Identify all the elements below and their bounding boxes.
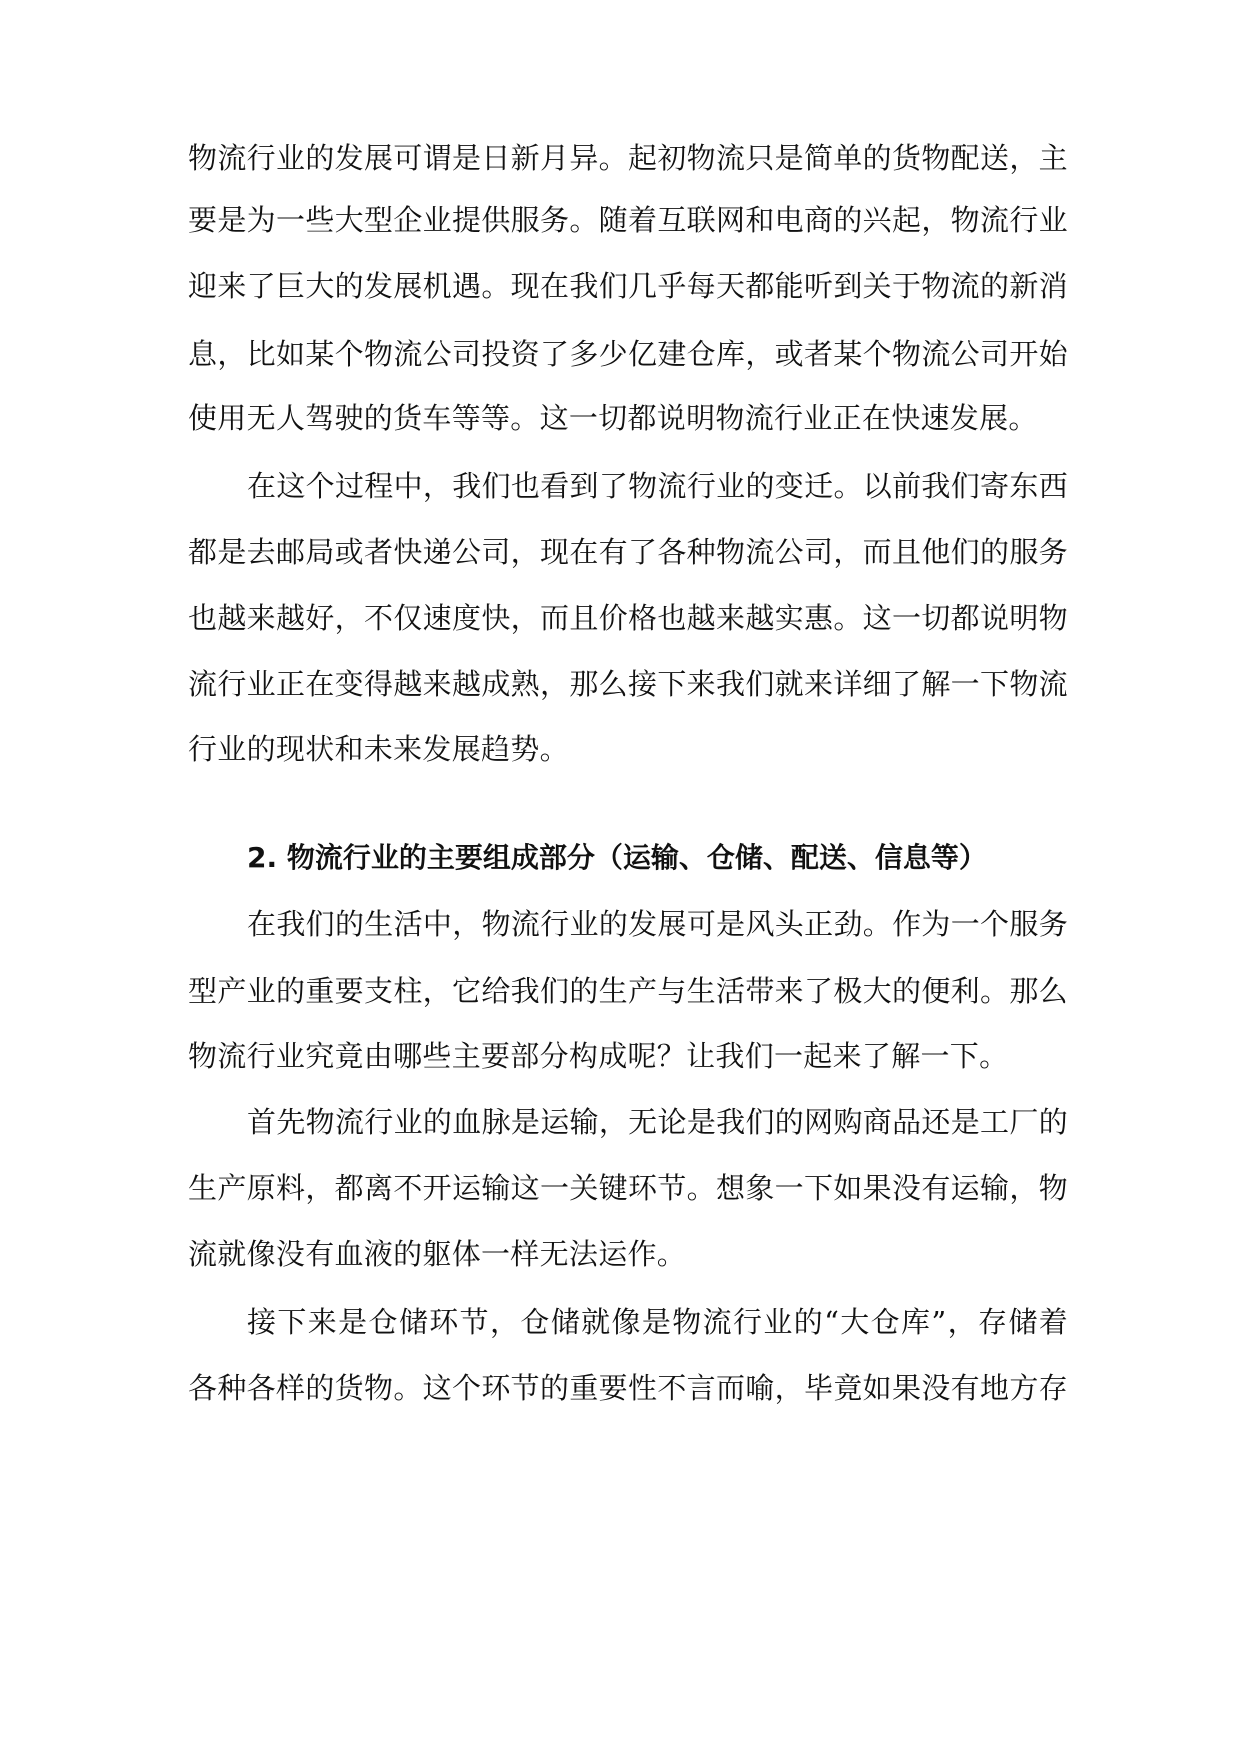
paragraph-4-line-1: 首先物流行业的血脉是运输，无论是我们的网购商品还是工厂的 <box>247 1105 1068 1139</box>
paragraph-3-line-3: 物流行业究竟由哪些主要部分构成呢？让我们一起来了解一下。 <box>188 1039 1009 1073</box>
paragraph-4-line-2: 生产原料，都离不开运输这一关键环节。想象一下如果没有运输，物 <box>188 1171 1068 1205</box>
paragraph-5-line-1: 接下来是仓储环节，仓储就像是物流行业的“大仓库”，存储着 <box>247 1305 1068 1339</box>
section-heading: 2. 物流行业的主要组成部分（运输、仓储、配送、信息等） <box>247 841 987 874</box>
paragraph-3-line-2: 型产业的重要支柱，它给我们的生产与生活带来了极大的便利。那么 <box>188 974 1068 1008</box>
paragraph-3-line-1: 在我们的生活中，物流行业的发展可是风头正劲。作为一个服务 <box>247 907 1068 941</box>
paragraph-2-line-3: 也越来越好，不仅速度快，而且价格也越来越实惠。这一切都说明物 <box>188 601 1068 635</box>
paragraph-1-line-5: 使用无人驾驶的货车等等。这一切都说明物流行业正在快速发展。 <box>188 401 1038 435</box>
paragraph-2-line-2: 都是去邮局或者快递公司，现在有了各种物流公司，而且他们的服务 <box>188 535 1068 569</box>
paragraph-1-line-4: 息，比如某个物流公司投资了多少亿建仓库，或者某个物流公司开始 <box>188 337 1068 371</box>
paragraph-4-line-3: 流就像没有血液的躯体一样无法运作。 <box>188 1237 687 1271</box>
paragraph-1-line-3: 迎来了巨大的发展机遇。现在我们几乎每天都能听到关于物流的新消 <box>188 269 1068 303</box>
paragraph-2-line-5: 行业的现状和未来发展趋势。 <box>188 732 569 766</box>
paragraph-1-line-2: 要是为一些大型企业提供服务。随着互联网和电商的兴起，物流行业 <box>188 203 1068 237</box>
paragraph-5-line-2: 各种各样的货物。这个环节的重要性不言而喻，毕竟如果没有地方存 <box>188 1371 1068 1405</box>
paragraph-1-line-1: 物流行业的发展可谓是日新月异。起初物流只是简单的货物配送，主 <box>188 141 1068 175</box>
paragraph-2-line-4: 流行业正在变得越来越成熟，那么接下来我们就来详细了解一下物流 <box>188 667 1068 701</box>
paragraph-2-line-1: 在这个过程中，我们也看到了物流行业的变迁。以前我们寄东西 <box>247 469 1068 503</box>
